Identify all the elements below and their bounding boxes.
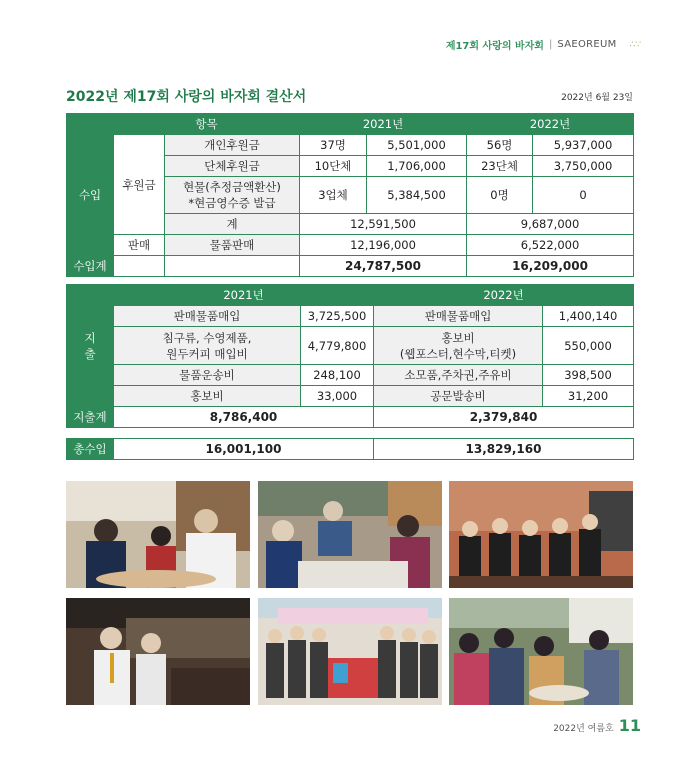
header-year-2022: 2022년: [374, 285, 634, 306]
count-cell: 56명: [467, 135, 533, 156]
count-cell: 0명: [467, 177, 533, 214]
section-char: 지: [84, 330, 96, 345]
item-line: 원두커피 매입비: [166, 346, 248, 361]
amount-cell: 248,100: [301, 365, 374, 386]
expense-total-label: 지출계: [67, 407, 114, 428]
income-total-label: 수입계: [67, 256, 114, 277]
header-issue: 제17회 사랑의 바자회: [445, 41, 544, 52]
item-line: 침구류, 수영제품,: [162, 330, 252, 345]
group-sales: 판매: [114, 235, 165, 256]
dots-icon: ∴∵: [629, 39, 641, 50]
item-line: 홍보비: [441, 330, 475, 345]
expense-total-2022: 2,379,840: [374, 407, 634, 428]
item-label: 단체후원금: [165, 156, 300, 177]
item-label: 물품판매: [165, 235, 300, 256]
item-label: 판매물품매입: [114, 306, 301, 327]
item-label: 공문발송비: [374, 386, 543, 407]
sales-2021: 12,196,000: [300, 235, 467, 256]
item-label: [114, 327, 301, 365]
count-cell: 3업체: [300, 177, 367, 214]
header-brand: SAEOREUM: [557, 39, 617, 50]
bazaar-photo-crowd: [449, 598, 633, 705]
amount-cell: 3,725,500: [301, 306, 374, 327]
count-cell: 23단체: [467, 156, 533, 177]
page-header: [446, 37, 641, 52]
group-donation: 후원금: [114, 135, 165, 235]
expense-total-2021: 8,786,400: [114, 407, 374, 428]
bazaar-photo-cafe: [66, 598, 250, 705]
section-expense: [67, 285, 114, 407]
bazaar-photo-ceremony: [449, 481, 633, 588]
item-label: 개인후원금: [165, 135, 300, 156]
amount-cell: 1,400,140: [543, 306, 634, 327]
amount-cell: 550,000: [543, 327, 634, 365]
amount-cell: 0: [533, 177, 634, 214]
footer-issue: 2022년 여름호: [553, 724, 614, 734]
photo-grid: [66, 481, 633, 706]
amount-cell: 4,779,800: [301, 327, 374, 365]
amount-cell: 5,937,000: [533, 135, 634, 156]
amount-cell: 3,750,000: [533, 156, 634, 177]
page-title: 2022년 제17회 사랑의 바자회 결산서: [66, 89, 307, 105]
item-label: 판매물품매입: [374, 306, 543, 327]
bazaar-photo-group: [258, 598, 442, 705]
subtotal-2022: 9,687,000: [467, 214, 634, 235]
report-date: 2022년 6월 23일: [561, 93, 633, 103]
section-char: 출: [84, 346, 96, 361]
page-number: 11: [618, 716, 641, 735]
count-cell: 10단체: [300, 156, 367, 177]
page-footer: [553, 716, 641, 735]
blank-cell: [165, 256, 300, 277]
item-line: (웹포스터,현수막,티켓): [399, 346, 517, 361]
bazaar-photo-packing: [258, 481, 442, 588]
net-total-table: [66, 438, 634, 460]
amount-cell: 1,706,000: [367, 156, 467, 177]
subtotal-label: 계: [165, 214, 300, 235]
section-income: 수입: [67, 135, 114, 256]
item-label: 소모품,주차권,주유비: [374, 365, 543, 386]
amount-cell: 5,384,500: [367, 177, 467, 214]
amount-cell: 31,200: [543, 386, 634, 407]
header-blank: [67, 114, 114, 135]
header-year-2021: 2021년: [114, 285, 374, 306]
count-cell: 37명: [300, 135, 367, 156]
income-total-2022: 16,209,000: [467, 256, 634, 277]
item-label: [165, 177, 300, 214]
bazaar-photo-food-prep: [66, 481, 250, 588]
amount-cell: 5,501,000: [367, 135, 467, 156]
header-year-2022: 2022년: [467, 114, 634, 135]
header-item: 항목: [114, 114, 300, 135]
subtotal-2021: 12,591,500: [300, 214, 467, 235]
header-separator: |: [548, 39, 553, 50]
item-label: [374, 327, 543, 365]
sales-2022: 6,522,000: [467, 235, 634, 256]
item-line: *현금영수증 발급: [188, 196, 276, 210]
net-total-2021: 16,001,100: [114, 439, 374, 460]
income-total-2021: 24,787,500: [300, 256, 467, 277]
expense-table: [66, 284, 634, 428]
amount-cell: 398,500: [543, 365, 634, 386]
item-label: 홍보비: [114, 386, 301, 407]
net-total-2022: 13,829,160: [374, 439, 634, 460]
blank-cell: [114, 256, 165, 277]
item-line: 현물(추정금액환산): [183, 180, 281, 194]
income-table: [66, 113, 634, 277]
amount-cell: 33,000: [301, 386, 374, 407]
item-label: 물품운송비: [114, 365, 301, 386]
header-year-2021: 2021년: [300, 114, 467, 135]
net-total-label: 총수입: [67, 439, 114, 460]
